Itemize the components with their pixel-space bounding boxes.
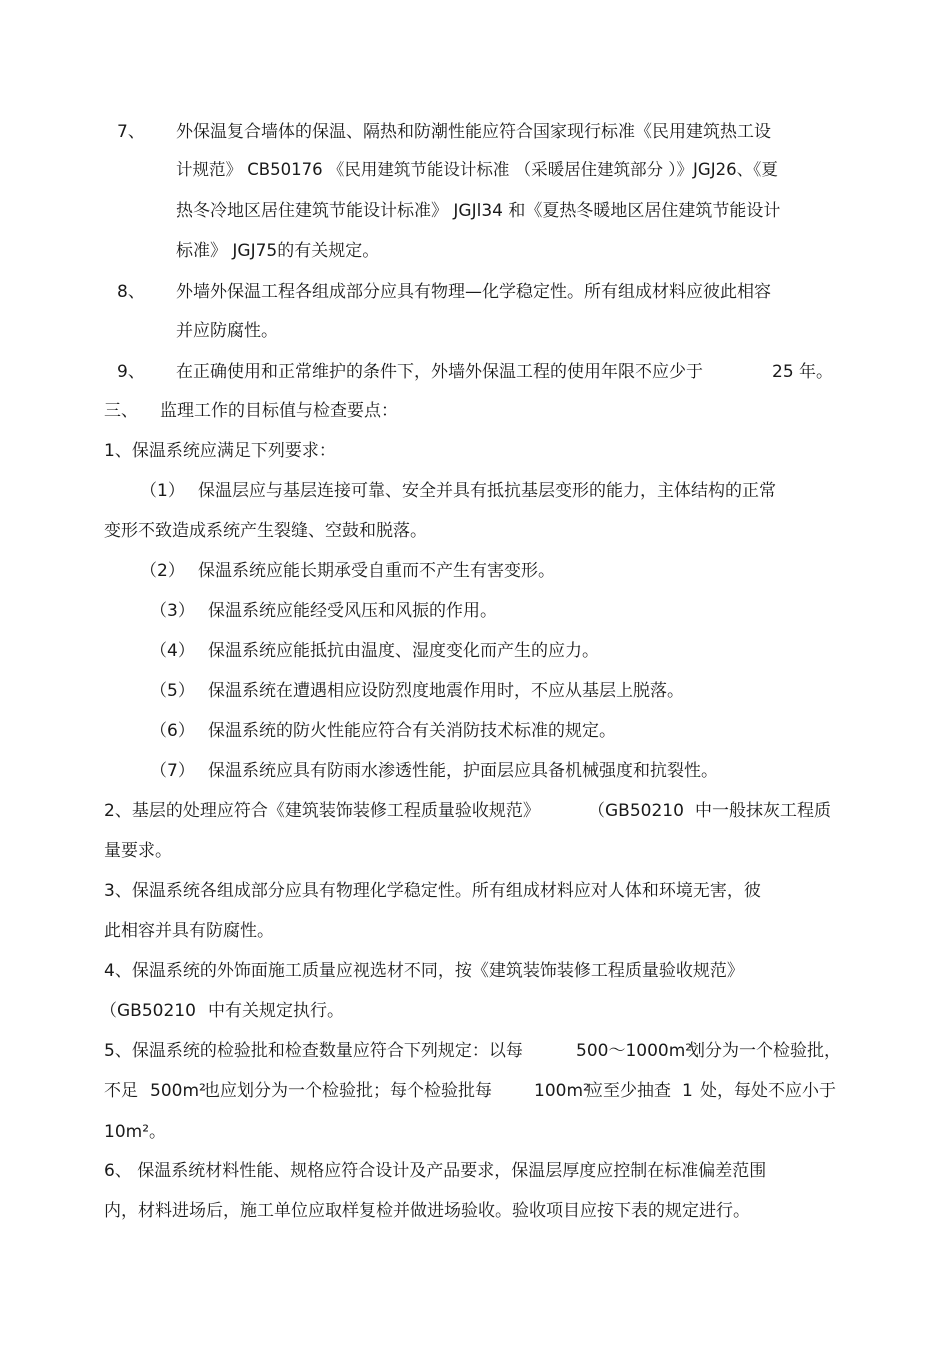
item-6-text: 6、 保温系统材料性能、规格应符合设计及产品要求，保温层厚度应控制在标准偏差范围 (104, 1161, 767, 1181)
item-5-text: 也应划分为一个检验批；每个检验批每 (203, 1081, 492, 1101)
section-8-text: 外墙外保温工程各组成部分应具有物理—化学稳定性。所有组成材料应彼此相容 (176, 282, 771, 302)
item-5-text: 处，每处不应小于 (700, 1081, 836, 1101)
item-1-sub-2-text: 保温系统应能长期承受自重而不产生有害变形。 (198, 561, 555, 581)
item-1-sub-3-number: （3） (150, 601, 195, 621)
item-1-sub-6-text: 保温系统的防火性能应符合有关消防技术标准的规定。 (208, 721, 616, 741)
heading-3-number: 三、 (104, 401, 138, 421)
section-7-text: 计规范》 CB50176 《民用建筑节能设计标准 （采暖居住建筑部分 ）》JGJ26、《夏 (176, 160, 778, 179)
item-5-area: 100m² (534, 1081, 590, 1101)
item-5-text-end: 划分为一个检验批， (688, 1041, 841, 1061)
item-5-count: 1 (682, 1081, 693, 1101)
section-9-number: 9、 (117, 362, 145, 382)
section-7-text: 标准》 JGJ75的有关规定。 (176, 241, 380, 261)
section-9-text: 在正确使用和正常维护的条件下，外墙外保温工程的使用年限不应少于 (176, 362, 703, 382)
item-5-range: 500～1000m² (576, 1041, 693, 1061)
item-3-text: 此相容并具有防腐性。 (104, 921, 274, 941)
item-3-text: 3、保温系统各组成部分应具有物理化学稳定性。所有组成材料应对人体和环境无害，彼 (104, 881, 761, 901)
item-2-text-end: 中一般抹灰工程质 (695, 801, 831, 821)
item-1-sub-2-number: （2） (140, 561, 185, 581)
item-4-text: 中有关规定执行。 (208, 1001, 344, 1021)
item-6-text: 内，材料进场后，施工单位应取样复检并做进场验收。验收项目应按下表的规定进行。 (104, 1201, 750, 1221)
item-1-sub-5-text: 保温系统在遭遇相应设防烈度地震作用时，不应从基层上脱落。 (208, 681, 684, 701)
item-5-text: 不足 (104, 1081, 138, 1101)
item-1-sub-1-text: 保温层应与基层连接可靠、安全并具有抵抗基层变形的能力，主体结构的正常 (198, 481, 776, 501)
item-1-sub-1-number: （1） (140, 481, 185, 501)
section-8-text: 并应防腐性。 (176, 321, 278, 341)
item-1-sub-4-number: （4） (150, 641, 195, 661)
item-4-text: 4、保温系统的外饰面施工质量应视选材不同，按《建筑装饰装修工程质量验收规范》 (104, 961, 744, 981)
item-2-text: 2、基层的处理应符合《建筑装饰装修工程质量验收规范》 (104, 801, 540, 821)
item-1-sub-5-number: （5） (150, 681, 195, 701)
item-1-title-text: 1、保温系统应满足下列要求： (104, 441, 336, 461)
section-7-text: 热冬冷地区居住建筑节能设计标准》 JGJl34 和《夏热冬暖地区居住建筑节能设计 (176, 201, 781, 221)
item-1-sub-6-number: （6） (150, 721, 195, 741)
item-1-sub-7-number: （7） (150, 761, 195, 781)
section-9-years: 25 年。 (772, 362, 834, 382)
item-1-sub-3-text: 保温系统应能经受风压和风振的作用。 (208, 601, 497, 621)
heading-3-text: 监理工作的目标值与检查要点： (160, 401, 398, 421)
section-7-number: 7、 (117, 122, 145, 142)
item-5-area: 500m² (150, 1081, 206, 1101)
item-1-sub-7-text: 保温系统应具有防雨水渗透性能，护面层应具备机械强度和抗裂性。 (208, 761, 718, 781)
item-2-code: （GB50210 (588, 801, 684, 821)
item-5-area-min: 10m²。 (104, 1122, 167, 1142)
item-5-text: 应至少抽查 (586, 1081, 671, 1101)
item-4-code: （GB50210 (100, 1001, 196, 1021)
item-5-text: 5、保温系统的检验批和检查数量应符合下列规定：以每 (104, 1041, 523, 1061)
section-7-text: 外保温复合墙体的保温、隔热和防潮性能应符合国家现行标准《民用建筑热工设 (176, 122, 771, 142)
item-1-sub-1-text: 变形不致造成系统产生裂缝、空鼓和脱落。 (104, 521, 427, 541)
item-1-sub-4-text: 保温系统应能抵抗由温度、湿度变化而产生的应力。 (208, 641, 599, 661)
section-8-number: 8、 (117, 282, 145, 302)
item-2-text: 量要求。 (104, 841, 172, 861)
